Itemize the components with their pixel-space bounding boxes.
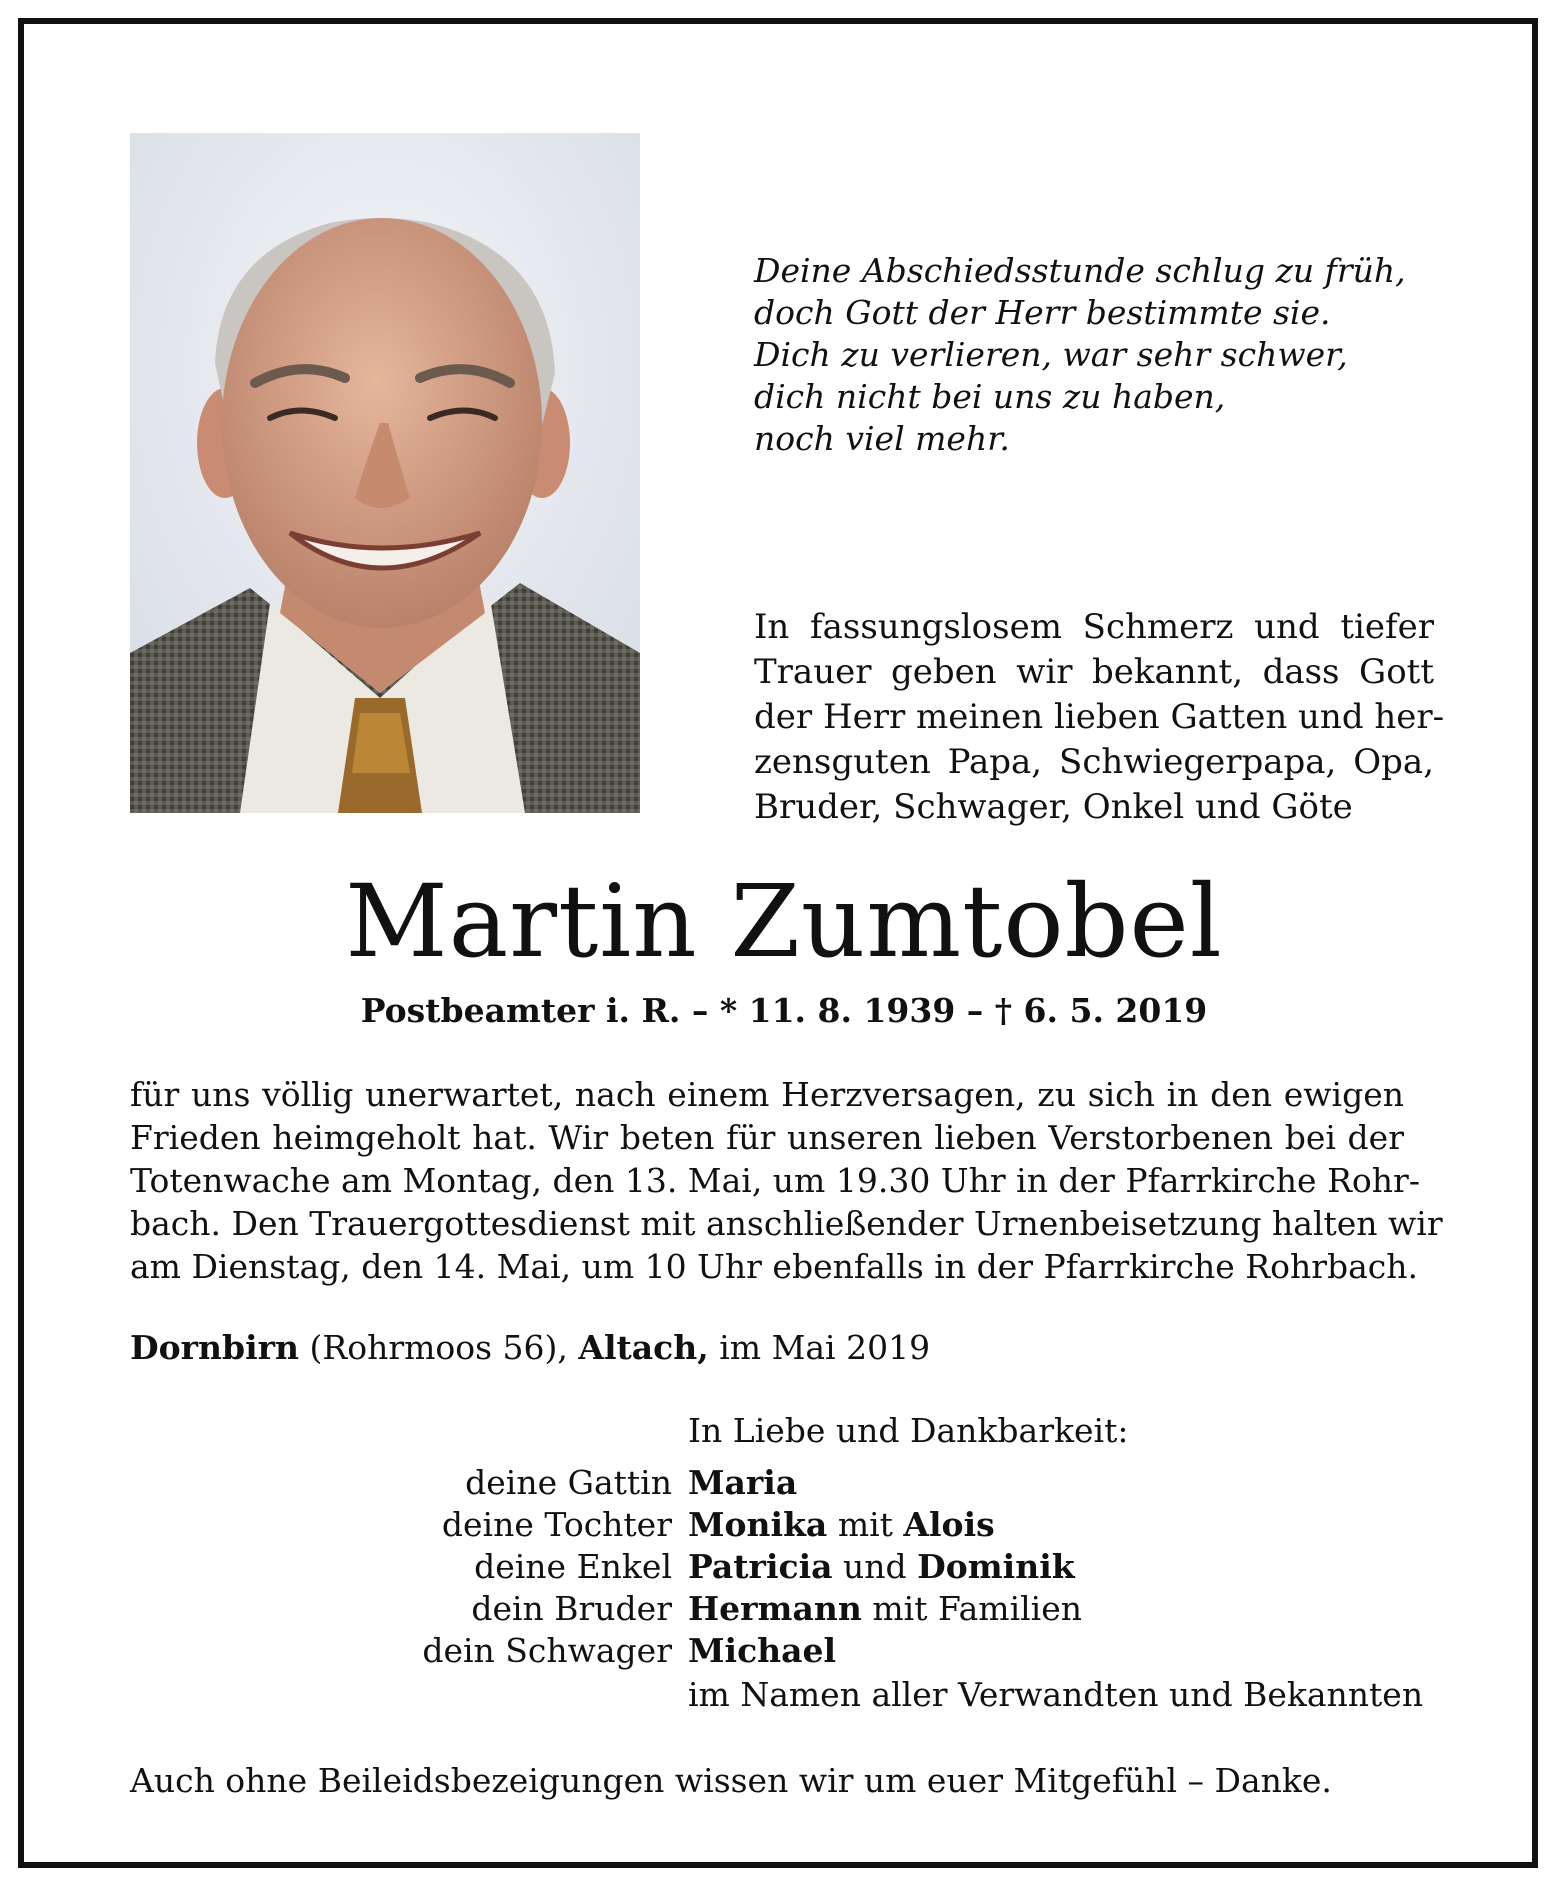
verse-line: doch Gott der Herr bestimmte sie. <box>754 293 1331 332</box>
family-joiner: mit Familien <box>861 1589 1083 1628</box>
family-name-secondary: Dominik <box>917 1547 1075 1586</box>
family-relation: deine Tochter <box>441 1505 672 1544</box>
place-city-1: Dornbirn <box>130 1328 299 1367</box>
family-relation: deine Enkel <box>474 1547 672 1586</box>
body-line: für uns völlig unerwartet, nach einem Herzversagen, zu sich in den ewigen <box>130 1075 1404 1114</box>
family-name-secondary: Alois <box>903 1505 995 1544</box>
place-date: im Mai 2019 <box>708 1328 931 1367</box>
body-line: am Dienstag, den 14. Mai, um 10 Uhr ebenfalls in der Pfarrkirche Rohrbach. <box>130 1247 1418 1286</box>
place-address: (Rohrmoos 56), <box>299 1328 579 1367</box>
intro-line: der Herr meinen lieben Gatten und her- <box>754 697 1445 737</box>
service-details-paragraph <box>130 1073 1443 1288</box>
family-relation: dein Bruder <box>471 1589 672 1628</box>
family-relation: dein Schwager <box>422 1631 672 1670</box>
place-city-2: Altach, <box>578 1328 709 1367</box>
intro-line: zensguten Papa, Schwiegerpapa, Opa, <box>754 742 1434 782</box>
family-extra-line: im Namen aller Verwandten und Bekannten <box>688 1675 1424 1714</box>
family-name-primary: Patricia <box>688 1547 833 1586</box>
family-names <box>688 1589 1082 1628</box>
body-line: Totenwache am Montag, den 13. Mai, um 19.30 Uhr in der Pfarrkirche Rohr- <box>130 1161 1420 1200</box>
intro-line: Trauer geben wir bekannt, dass Gott <box>754 652 1434 692</box>
family-row <box>0 1589 1568 1631</box>
footer-note: Auch ohne Beileidsbezeigungen wissen wir um euer Mitgefühl – Danke. <box>130 1761 1332 1800</box>
verse-line: dich nicht bei uns zu haben, <box>754 377 1226 416</box>
family-name-primary: Hermann <box>688 1589 862 1628</box>
family-row <box>0 1463 1568 1505</box>
body-line: Frieden heimgeholt hat. Wir beten für unseren lieben Verstorbenen bei der <box>130 1118 1404 1157</box>
intro-paragraph <box>754 605 1445 830</box>
family-list <box>0 1463 1568 1673</box>
verse-line: noch viel mehr. <box>754 419 1010 458</box>
family-names <box>688 1631 836 1670</box>
verse-line: Deine Abschiedsstunde schlug zu früh, <box>754 251 1406 290</box>
family-name-primary: Maria <box>688 1463 798 1502</box>
family-names <box>688 1463 797 1502</box>
family-row <box>0 1547 1568 1589</box>
family-row <box>0 1505 1568 1547</box>
body-line: bach. Den Trauergottesdienst mit anschließender Urnenbeisetzung halten wir <box>130 1204 1443 1243</box>
verse-line: Dich zu verlieren, war sehr schwer, <box>754 335 1348 374</box>
closing-heading: In Liebe und Dankbarkeit: <box>688 1411 1129 1450</box>
family-joiner: und <box>832 1547 918 1586</box>
verse-poem <box>754 250 1406 460</box>
portrait-photo <box>130 133 640 813</box>
family-row <box>0 1631 1568 1673</box>
family-name-primary: Monika <box>688 1505 828 1544</box>
family-name-primary: Michael <box>688 1631 837 1670</box>
portrait-image <box>130 133 640 813</box>
occupation-dates: Postbeamter i. R. – * 11. 8. 1939 – † 6. 5. 2019 <box>360 991 1208 1030</box>
deceased-name: Martin Zumtobel <box>345 863 1223 980</box>
intro-line: In fassungslosem Schmerz und tiefer <box>754 607 1434 647</box>
place-and-date <box>130 1327 930 1369</box>
family-names <box>688 1547 1075 1586</box>
family-joiner: mit <box>827 1505 904 1544</box>
family-names <box>688 1505 995 1544</box>
family-relation: deine Gattin <box>465 1463 672 1502</box>
intro-line: Bruder, Schwager, Onkel und Göte <box>754 787 1353 827</box>
